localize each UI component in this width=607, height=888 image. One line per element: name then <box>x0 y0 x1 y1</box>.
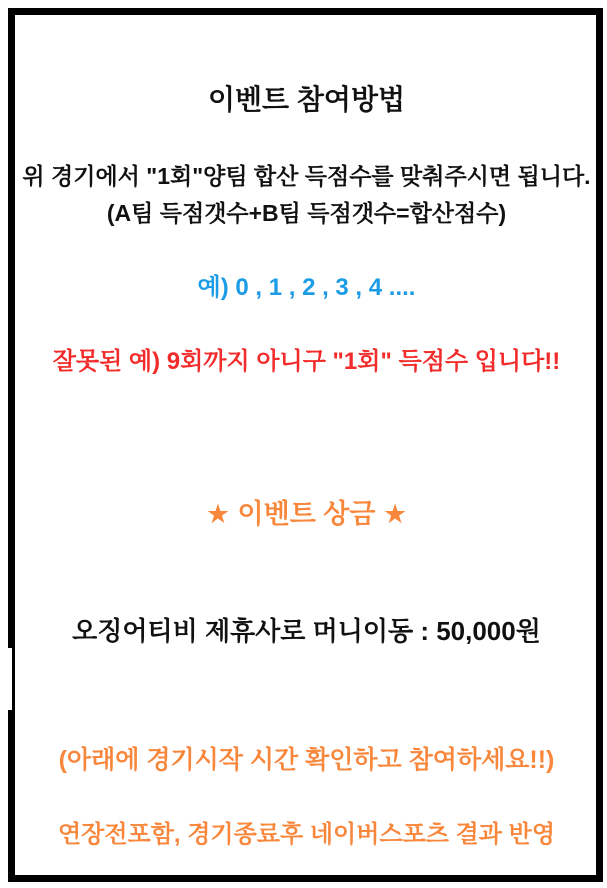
correct-example-line: 예) 0 , 1 , 2 , 3 , 4 .... <box>197 274 416 301</box>
instruction-line-1: 위 경기에서 "1회"양팀 합산 득점수를 맞춰주시면 됩니다. <box>22 163 591 189</box>
notice-result-line: 연장전포함, 경기종료후 네이버스포츠 결과 반영 <box>57 821 556 848</box>
instruction-line-2: (A팀 득점갯수+B팀 득점갯수=합산점수) <box>106 200 507 226</box>
prize-section-header: ★ 이벤트 상금 ★ <box>205 499 408 529</box>
notice-start-time-line: (아래에 경기시작 시간 확인하고 참여하세요!!) <box>58 746 555 774</box>
border-seam-artifact <box>8 648 12 710</box>
prize-amount-line: 오징어티비 제휴사로 머니이동 : 50,000원 <box>72 616 541 646</box>
event-title: 이벤트 참여방법 <box>207 84 406 115</box>
wrong-example-line: 잘못된 예) 9회까지 아니구 "1회" 득점수 입니다!! <box>52 348 561 375</box>
